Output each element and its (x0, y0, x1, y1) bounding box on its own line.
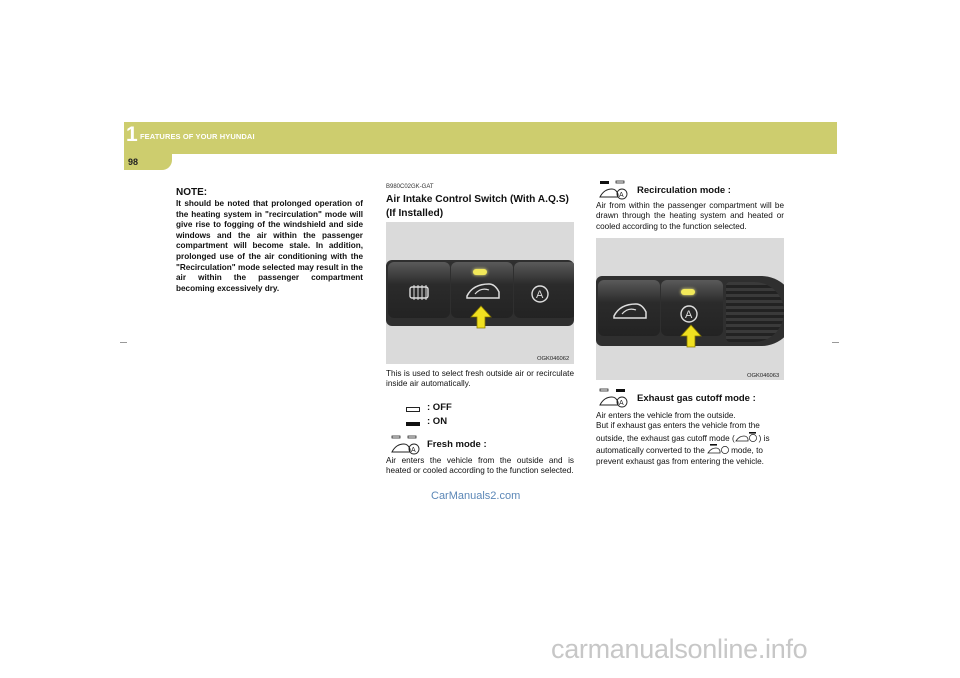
exhaust-line-3 (596, 432, 788, 444)
exhaust-heading: Exhaust gas cutoff mode : (637, 393, 756, 404)
fresh-mode-heading: Fresh mode : (427, 439, 487, 450)
recirculation-a-letter: A (619, 192, 624, 199)
exhaust-line-3b: ) is (758, 433, 770, 443)
exhaust-line-2: But if exhaust gas enters the vehicle from the (596, 421, 760, 431)
indicator-light-2 (681, 289, 695, 295)
figure-code: OGK046062 (537, 356, 570, 362)
intake-description: This is used to select fresh outside air or recirculate inside air automatically. (386, 369, 574, 389)
recirculation-inline-icon (707, 444, 731, 454)
exhaust-line-4a: automatically converted to the (596, 446, 705, 456)
off-indicator-icon (406, 407, 420, 412)
crop-mark-right (832, 342, 839, 343)
legend-on-label: : ON (427, 416, 448, 427)
exhaust-line-3a: outside, the exhaust gas cutoff mode ( (596, 433, 735, 443)
section-title (386, 193, 569, 221)
rear-defrost-icon (388, 262, 450, 318)
recirculation-body: Air from within the passenger compartment will be drawn through the heating system and heated or cooled according to the function selected. (596, 201, 784, 231)
fresh-mode-a-letter: A (411, 447, 416, 454)
car-recirculation-icon-2 (598, 280, 660, 336)
arrow-up-icon (470, 305, 492, 329)
aqs-a-letter: A (536, 289, 544, 301)
air-intake-button-2 (598, 280, 660, 336)
exhaust-a-letter: A (619, 400, 624, 407)
note-body: It should be noted that prolonged operation of the heating system in "recirculation" mode will give rise to fogging of the windshield and side windows and the air within the passenger compartment will become stale. In addition, prolonged use of the air conditioning with the "Recirculation" mode selected may result in the air within the passenger compartment becoming excessively dry. (176, 199, 363, 293)
section-code: B980C02GK-GAT (386, 184, 434, 190)
footer-url-link[interactable]: carmanualsonline.info (551, 634, 808, 664)
chapter-number: 1 (126, 123, 138, 146)
exhaust-line-4 (596, 444, 788, 456)
exhaust-body (596, 411, 788, 467)
figure-switch-panel-2 (596, 238, 784, 380)
crop-mark-left (120, 342, 127, 343)
aqs-a-icon (514, 262, 574, 318)
vent-grille (726, 282, 784, 342)
arrow-up-icon-2 (680, 324, 702, 348)
exhaust-line-1: Air enters the vehicle from the outside. (596, 411, 736, 420)
aqs-a-letter-2: A (685, 309, 693, 321)
recirculation-mode-icon (598, 179, 632, 201)
chapter-title: FEATURES OF YOUR HYUNDAI (140, 132, 255, 141)
exhaust-cutoff-inline-icon (735, 432, 759, 442)
watermark-link[interactable]: CarManuals2.com (431, 490, 521, 502)
section-title-line-2: (If Installed) (386, 208, 444, 219)
figure-code-2: OGK046063 (747, 373, 780, 379)
on-indicator-icon (406, 422, 420, 426)
recirculation-heading: Recirculation mode : (637, 185, 731, 196)
figure-switch-panel-1 (386, 222, 574, 364)
exhaust-cutoff-mode-icon (598, 387, 632, 409)
legend-off-label: : OFF (427, 402, 452, 413)
exhaust-line-4b: mode, to (731, 446, 763, 456)
exhaust-line-5: prevent exhaust gas from entering the vehicle. (596, 456, 764, 466)
fresh-mode-body: Air enters the vehicle from the outside and is heated or cooled according to the function selected. (386, 456, 574, 476)
note-heading: NOTE: (176, 187, 208, 198)
aqs-button (514, 262, 574, 318)
section-title-line-1: Air Intake Control Switch (With A.Q.S) (386, 194, 569, 205)
page-number: 98 (128, 157, 139, 167)
fresh-mode-icon (390, 434, 424, 456)
rear-defrost-button (388, 262, 450, 318)
indicator-light (473, 269, 487, 275)
